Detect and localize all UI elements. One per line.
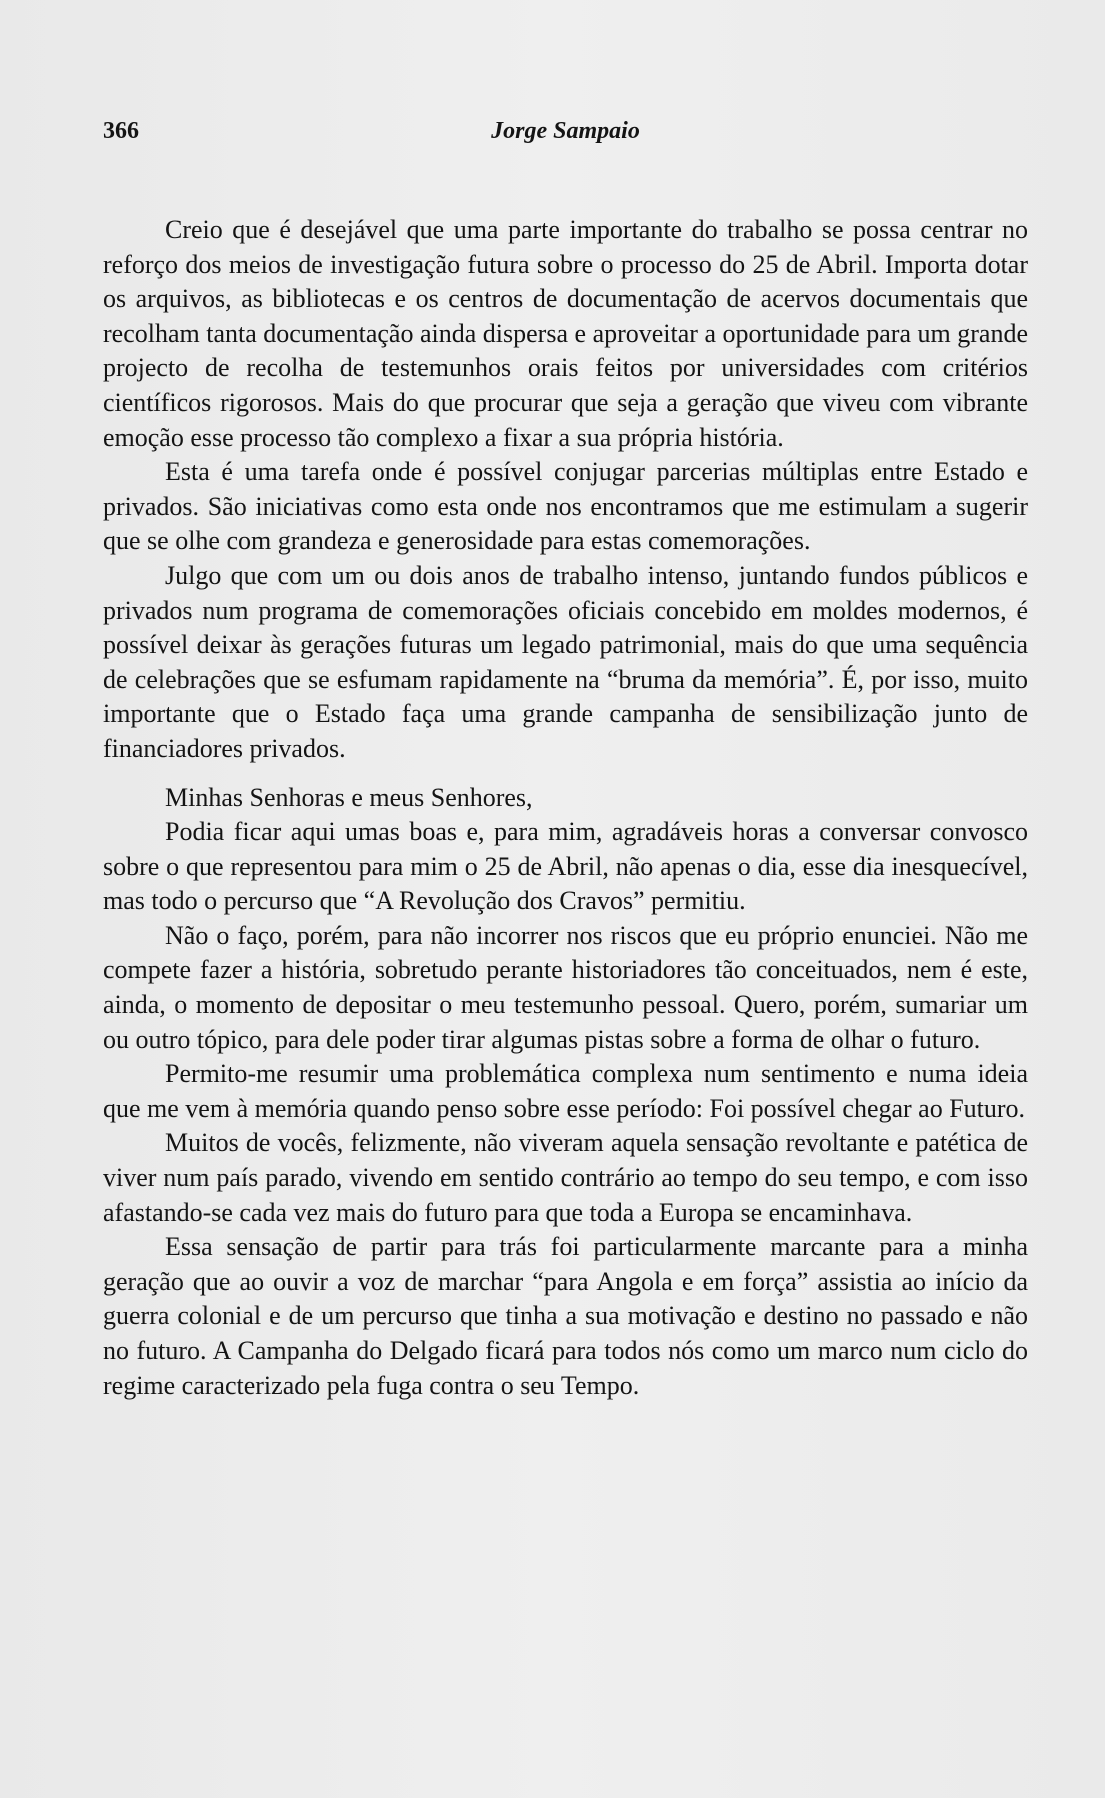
paragraph: Não o faço, porém, para não incorrer nos riscos que eu próprio enunciei. Não me compete fazer a história, sobretudo perante historiadores tão conceituados, nem é este, ainda, o momento de depositar o meu testemunho pessoal. Quero, porém, sumariar um ou outro tópico, para dele poder tirar algumas pistas sobre a forma de olhar o futuro.	[103, 920, 1028, 1054]
paragraph: Permito-me resumir uma problemática complexa num sentimento e numa ideia que me vem à memória quando penso sobre esse período: Foi possível chegar ao Futuro.	[103, 1059, 1028, 1123]
paragraph: Podia ficar aqui umas boas e, para mim, agradáveis horas a conversar convosco sobre o que representou para mim o 25 de Abril, não apenas o dia, esse dia inesquecível, mas todo o percurso que “A Revolução dos Cravos” permitiu.	[103, 817, 1028, 916]
paragraph: Julgo que com um ou dois anos de trabalho intenso, juntando fundos públicos e privados num programa de comemorações oficiais concebido em moldes modernos, é possível deixar às gerações futuras um legado patrimonial, mais do que uma sequência de celebrações que se esfumam rapidamente na “bruma da memória”. É, por isso, muito importante que o Estado faça uma grande campanha de sensibilização junto de financiadores privados.	[103, 560, 1028, 763]
salutation: Minhas Senhoras e meus Senhores,	[165, 782, 533, 812]
running-head: Jorge Sampaio	[491, 118, 640, 144]
paragraph: Esta é uma tarefa onde é possível conjugar parcerias múltiplas entre Estado e privados. São iniciativas como esta onde nos encontramos que me estimulam a sugerir que se olhe com grandeza e generosidade para estas comemorações.	[103, 457, 1028, 556]
body-text	[103, 213, 1028, 1403]
page-number: 366	[103, 118, 139, 144]
paragraph: Essa sensação de partir para trás foi particularmente marcante para a minha geração que ao ouvir a voz de marchar “para Angola e em força” assistia ao início da guerra colonial e de um percurso que tinha a sua motivação e destino no passado e não no futuro. A Campanha do Delgado ficará para todos nós como um marco num ciclo do regime caracterizado pela fuga contra o seu Tempo.	[103, 1232, 1028, 1400]
paragraph: Creio que é desejável que uma parte importante do trabalho se possa centrar no reforço dos meios de investigação futura sobre o processo do 25 de Abril. Importa dotar os arquivos, as bibliotecas e os centros de documentação de acervos documentais que recolham tanta documentação ainda dispersa e aproveitar a oportunidade para um grande projecto de recolha de testemunhos orais feitos por universidades com critérios científicos rigorosos. Mais do que procurar que seja a geração que viveu com vibrante emoção esse processo tão complexo a fixar a sua própria história.	[103, 215, 1028, 452]
paragraph: Muitos de vocês, felizmente, não viveram aquela sensação revoltante e patética de viver num país parado, vivendo em sentido contrário ao tempo do seu tempo, e com isso afastando-se cada vez mais do futuro para que toda a Europa se encaminhava.	[103, 1128, 1028, 1227]
page-header	[103, 118, 1028, 152]
